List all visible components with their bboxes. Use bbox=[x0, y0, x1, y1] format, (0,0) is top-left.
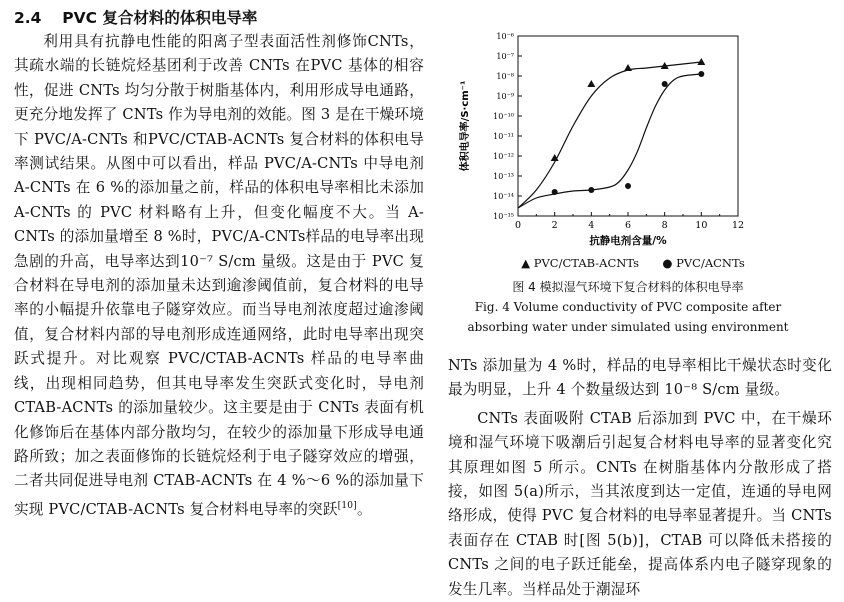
y-tick-label: 10⁻⁹ bbox=[496, 92, 514, 101]
y-axis-label: 体积电导率/S·cm⁻¹ bbox=[460, 80, 471, 172]
x-tick-label: 0 bbox=[514, 220, 522, 231]
data-point-triangle bbox=[587, 80, 595, 87]
right-paragraph-2: CNTs 表面吸附 CTAB 后添加到 PVC 中，在干燥环境和湿气环境下吸潮后引起复合材料电导率的显著变化究其原理如图 5 所示。CNTs 在树脂基体内分散形成了搭接，如图 5(a)所示，当其浓度到达一定值，连通的导电网络形成，使得 PVC 复合材料的电导率显著提升。当 CNTs 表面存在 CTAB 时[图 5(b)]，CTAB 可以降低未搭接的 CNTs 之间的电子跃迁能垒，提高体系内电子隧穿现象的发生几率。当样品处于潮湿环 bbox=[448, 409, 832, 598]
figure-caption-cn: 图 4 模拟湿气环境下复合材料的体积电导率 bbox=[512, 280, 744, 294]
y-tick-label: 10⁻¹² bbox=[493, 152, 514, 161]
x-tick-label: 12 bbox=[731, 220, 745, 231]
y-tick-label: 10⁻¹⁰ bbox=[493, 112, 514, 121]
series-line-1 bbox=[518, 62, 701, 208]
data-point-circle bbox=[625, 183, 631, 189]
data-point-circle bbox=[662, 81, 668, 87]
data-point-circle bbox=[698, 71, 704, 77]
data-point-triangle bbox=[697, 58, 705, 65]
series-line-2 bbox=[518, 74, 701, 208]
x-tick-label: 2 bbox=[551, 220, 558, 231]
left-body-paragraph bbox=[14, 30, 424, 522]
x-tick-label: 10 bbox=[695, 220, 708, 231]
y-tick-label: 10⁻¹⁴ bbox=[493, 192, 514, 201]
y-tick-label: 10⁻¹⁵ bbox=[493, 212, 514, 221]
figure-4 bbox=[448, 20, 808, 350]
right-paragraph-1: NTs 添加量为 4 %时，样品的电导率相比干燥状态时变化最为明显，上升 4 个数量级达到 10⁻⁸ S/cm 量级。 bbox=[448, 357, 832, 399]
conductivity-chart bbox=[448, 20, 808, 260]
legend-entry-1: PVC/CTAB-ACNTs bbox=[533, 256, 640, 270]
data-point-circle bbox=[552, 189, 558, 195]
legend-circle-icon: ● bbox=[662, 256, 673, 270]
left-paragraph-end: 。 bbox=[356, 500, 372, 518]
data-point-circle bbox=[588, 187, 594, 193]
citation: [10] bbox=[337, 500, 357, 511]
y-tick-label: 10⁻⁶ bbox=[496, 32, 514, 41]
x-tick-label: 6 bbox=[624, 220, 632, 231]
figure-caption-en-line2: absorbing water under simulated using environment bbox=[467, 320, 789, 334]
y-tick-label: 10⁻¹³ bbox=[493, 172, 514, 181]
section-heading bbox=[14, 6, 424, 30]
x-tick-label: 4 bbox=[588, 220, 595, 231]
chart-legend bbox=[488, 256, 778, 270]
section-title: PVC 复合材料的体积电导率 bbox=[62, 9, 258, 27]
left-column bbox=[14, 6, 424, 522]
left-paragraph-text: 利用具有抗静电性能的阳离子型表面活性剂修饰CNTs，其疏水端的长链烷烃基团利于改善 CNTs 在PVC 基体的相容性，促进 CNTs 均匀分散于树脂基体内，利用形成导电通路，更充分地发挥了 CNTs 作为导电剂的效能。图 3 是在干燥环境下 PVC/A-CNTs 和PVC/CTAB-ACNTs 复合材料的体积电导率测试结果。从图中可以看出，样品 PVC/A-CNTs 中导电剂A-CNTs 在 6 %的添加量之前，样品的体积电导率相比未添加 A-CNTs 的 PVC 材料略有上升，但变化幅度不大。当 A-CNTs 的添加量增至 8 %时，PVC/A-CNTs样品的电导率出现急剧的升高，电导率达到10⁻⁷ S/cm 量级。这是由于 PVC 复合材料在导电剂的添加量未达到逾渗阈值前，复合材料的电导率的小幅提升依靠电子隧穿效应。而当导电剂浓度超过逾渗阈值，复合材料内部的导电剂形成连通网络，此时电导率出现突跃式提升。对比观察 PVC/CTAB-ACNTs 样品的电导率曲线，出现相同趋势，但其电导率发生突跃式变化时，导电剂 CTAB-ACNTs 的添加量较少。这主要是由于 CNTs 表面有机化修饰后在基体内部分散均匀，在较少的添加量下形成导电通路所致；加之表面修饰的长链烷烃利于电子隧穿效应的增强，二者共同促进导电剂 CTAB-ACNTs 在 4 %～6 %的添加量下实现 PVC/CTAB-ACNTs 复合材料电导率的突跃 bbox=[14, 33, 424, 518]
legend-entry-2: PVC/ACNTs bbox=[676, 256, 745, 270]
figure-caption-en-line1: Fig. 4 Volume conductivity of PVC composite after bbox=[474, 300, 782, 314]
x-tick-label: 8 bbox=[661, 220, 668, 231]
section-number: 2.4 bbox=[14, 9, 42, 27]
data-point-triangle bbox=[624, 64, 632, 71]
y-tick-label: 10⁻⁷ bbox=[496, 52, 514, 61]
x-axis-label: 抗静电剂含量/% bbox=[589, 235, 667, 247]
right-column bbox=[448, 354, 832, 602]
legend-triangle-icon: ▲ bbox=[521, 256, 531, 270]
y-tick-label: 10⁻¹¹ bbox=[493, 132, 514, 141]
y-tick-label: 10⁻⁸ bbox=[496, 72, 514, 81]
